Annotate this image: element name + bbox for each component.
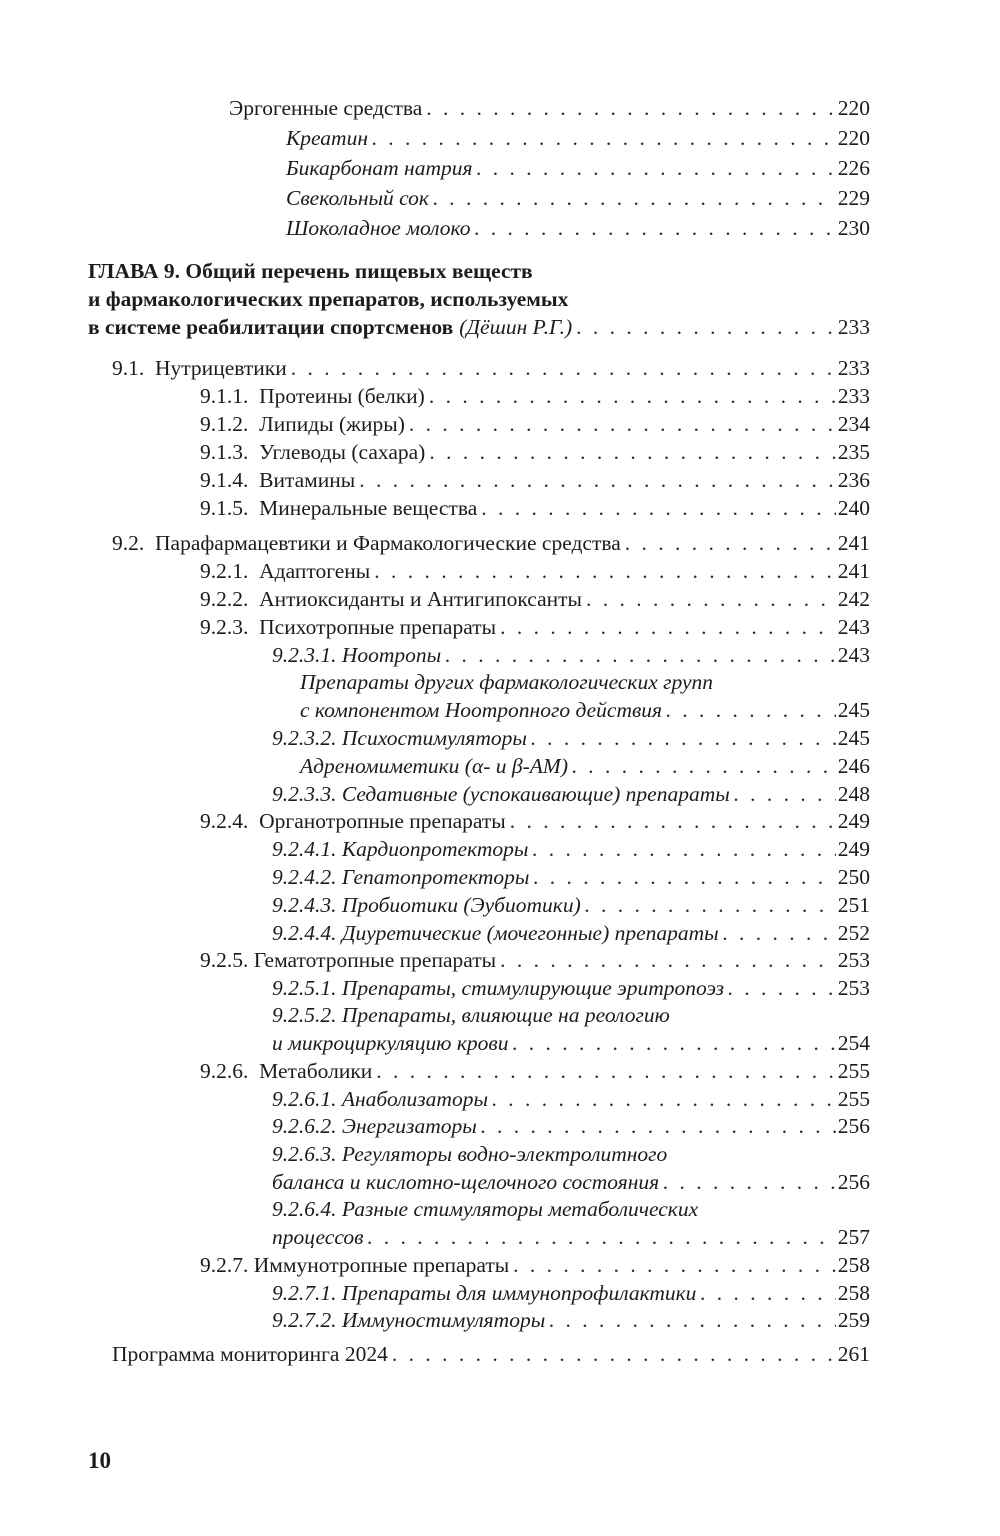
toc-entry-title: 9.2.6.3. Регуляторы водно-электролитного [272, 1142, 668, 1166]
toc-entry [286, 154, 870, 182]
toc-entry-title: 9.2.3.3. Седативные (успокаивающие) препараты [272, 782, 730, 806]
toc-entry-number: 9.2.2. [200, 587, 249, 611]
toc-entry-title: Бикарбонат натрия [286, 156, 473, 180]
toc-entry-page: 220 [837, 126, 870, 150]
toc-entry [300, 696, 870, 724]
toc-entry-title: Эргогенные средства [229, 96, 423, 120]
toc-entry [200, 557, 870, 585]
toc-entry-title: Парафармацевтики и Фармакологические средства [155, 531, 621, 555]
toc-entry-page: 253 [837, 976, 870, 1000]
toc-entry [286, 124, 870, 152]
toc-entry [272, 919, 870, 947]
toc-entry-title: 9.2.5.1. Препараты, стимулирующие эритропоэз [272, 976, 725, 1000]
toc-entry [272, 641, 870, 669]
toc-entry-page: 246 [837, 754, 870, 778]
toc-entry-title: Психотропные препараты [259, 615, 497, 639]
toc-entry-page: 258 [837, 1281, 870, 1305]
toc-entry-title: баланса и кислотно-щелочного состояния [272, 1170, 660, 1194]
toc-entry [272, 1029, 870, 1057]
toc-entry [200, 807, 870, 835]
toc-entry-page: 241 [837, 531, 870, 555]
toc-entry [272, 724, 870, 752]
toc-entry [286, 184, 870, 212]
toc-entry-title: Адаптогены [259, 559, 371, 583]
toc-entry-page: 234 [837, 412, 870, 436]
toc-entry-title: 9.2.4.1. Кардиопротекторы [272, 837, 529, 861]
toc-entry-number: 9.1.5. [200, 496, 249, 520]
toc-entry-title: Нутрицевтики [155, 356, 287, 380]
chapter-heading-line: и фармакологических препаратов, используемых [88, 287, 569, 311]
toc-entry-title: Препараты других фармакологических групп [300, 670, 714, 694]
toc-entry [200, 438, 870, 466]
toc-entry-page: 236 [837, 468, 870, 492]
toc-entry-title: 9.2.6.4. Разные стимуляторы метаболических [272, 1197, 699, 1221]
toc-entry-page: 249 [837, 809, 870, 833]
toc-entry [200, 1251, 870, 1279]
toc-entry-page: 259 [837, 1308, 870, 1332]
toc-entry [272, 1279, 870, 1307]
toc-entry [200, 494, 870, 522]
toc-entry-title: Креатин [286, 126, 368, 150]
toc-entry-title: процессов [272, 1225, 364, 1249]
toc-entry [200, 613, 870, 641]
toc-entry [272, 863, 870, 891]
toc-entry [272, 1085, 870, 1113]
toc-entry-page: 261 [837, 1342, 870, 1366]
toc-entry [200, 946, 870, 974]
toc-entry-page: 233 [837, 315, 870, 339]
toc-entry-title: Минеральные вещества [259, 496, 478, 520]
toc-entry-page: 226 [837, 156, 870, 180]
toc-entry-title: Органотропные препараты [259, 809, 506, 833]
toc-entry-title: Протеины (белки) [259, 384, 425, 408]
toc-entry-title: Антиоксиданты и Антигипоксанты [259, 587, 582, 611]
toc-entry-number: 9.2. [112, 531, 145, 555]
toc-entry-page: 241 [837, 559, 870, 583]
toc-entry-page: 233 [837, 356, 870, 380]
toc-entry-page: 235 [837, 440, 870, 464]
toc-entry-page: 250 [837, 865, 870, 889]
toc-entry-title: Свекольный сок [286, 186, 429, 210]
toc-entry [272, 1112, 870, 1140]
toc-entry-page: 251 [837, 893, 870, 917]
toc-entry-title: Программа мониторинга 2024 [112, 1342, 388, 1366]
toc-entry-page: 242 [837, 587, 870, 611]
toc-entry-title: 9.2.4.4. Диуретические (мочегонные) препараты [272, 921, 719, 945]
toc-entry-title: 9.2.3.2. Психостимуляторы [272, 726, 527, 750]
toc-entry [112, 1340, 870, 1368]
toc-entry-page: 248 [837, 782, 870, 806]
toc-entry-page: 233 [837, 384, 870, 408]
toc-entry-title: Липиды (жиры) [259, 412, 405, 436]
toc-entry [272, 974, 870, 1002]
toc-entry-page: 220 [837, 96, 870, 120]
toc-entry-page: 245 [837, 698, 870, 722]
toc-entry [200, 1057, 870, 1085]
toc-entry [272, 1168, 870, 1196]
toc-entry-number: 9.2.4. [200, 809, 249, 833]
toc-entry-title: Витамины [259, 468, 356, 492]
chapter-heading-line: в системе реабилитации спортсменов [88, 315, 454, 339]
toc-entry-title: 9.2.7. Иммунотропные препараты [200, 1253, 510, 1277]
toc-entry [229, 94, 870, 122]
toc-entry [200, 382, 870, 410]
toc-entry-page: 252 [837, 921, 870, 945]
toc-entry-number: 9.2.1. [200, 559, 249, 583]
toc-entry-title: 9.2.7.1. Препараты для иммунопрофилактики [272, 1281, 697, 1305]
toc-entry [272, 780, 870, 808]
toc-entry-number: 9.1. [112, 356, 145, 380]
toc-entry-number: 9.2.6. [200, 1059, 249, 1083]
toc-entry-page: 258 [837, 1253, 870, 1277]
toc-entry-title: и микроциркуляцию крови [272, 1031, 509, 1055]
toc-entry [272, 1223, 870, 1251]
toc-entry-page: 243 [837, 615, 870, 639]
toc-entry-page: 229 [837, 186, 870, 210]
toc-entry [200, 466, 870, 494]
toc-entry-title: Углеводы (сахара) [259, 440, 426, 464]
chapter-heading-entry [88, 313, 870, 341]
toc-entry [300, 752, 870, 780]
toc-entry-title: Метаболики [259, 1059, 373, 1083]
toc-entry-page: 249 [837, 837, 870, 861]
toc-entry-number: 9.1.4. [200, 468, 249, 492]
toc-entry-title: 9.2.6.2. Энергизаторы [272, 1114, 477, 1138]
toc-entry-page: 254 [837, 1031, 870, 1055]
toc-entry-title: 9.2.6.1. Анаболизаторы [272, 1087, 489, 1111]
toc-entry-title: 9.2.3.1. Ноотропы [272, 643, 442, 667]
toc-entry-page: 230 [837, 216, 870, 240]
toc-entry-page: 255 [837, 1087, 870, 1111]
toc-entry-title: с компонентом Ноотропного действия [300, 698, 663, 722]
toc-entry [272, 835, 870, 863]
toc-entry [272, 891, 870, 919]
toc-entry [112, 354, 870, 382]
toc-entry-page: 253 [837, 948, 870, 972]
toc-entry-number: 9.1.2. [200, 412, 249, 436]
toc-entry [286, 214, 870, 242]
chapter-heading-line: ГЛАВА 9. Общий перечень пищевых веществ [88, 259, 533, 283]
toc-entry-title: Шоколадное молоко [286, 216, 471, 240]
toc-entry-title: Адреномиметики (α- и β-АМ) [300, 754, 568, 778]
toc-entry-title: 9.2.5.2. Препараты, влияющие на реологию [272, 1003, 670, 1027]
chapter-author: (Дёшин Р.Г.) [459, 315, 573, 339]
toc-entry [200, 585, 870, 613]
toc-entry-page: 257 [837, 1225, 870, 1249]
toc-entry-page: 255 [837, 1059, 870, 1083]
toc-entry [112, 529, 870, 557]
toc-entry [272, 1306, 870, 1334]
toc-entry-title: 9.2.4.3. Пробиотики (Эубиотики) [272, 893, 581, 917]
toc-entry-page: 243 [837, 643, 870, 667]
page-number: 10 [88, 1448, 111, 1473]
toc-entry-page: 245 [837, 726, 870, 750]
toc-entry-page: 256 [837, 1170, 870, 1194]
toc-entry-page: 256 [837, 1114, 870, 1138]
toc-entry-title: 9.2.4.2. Гепатопротекторы [272, 865, 530, 889]
toc-entry-title: 9.2.5. Гематотропные препараты [200, 948, 497, 972]
toc-entry-title: 9.2.7.2. Иммуностимуляторы [272, 1308, 546, 1332]
toc-entry-number: 9.1.1. [200, 384, 249, 408]
toc-entry-number: 9.1.3. [200, 440, 249, 464]
toc-entry [200, 410, 870, 438]
toc-entry-number: 9.2.3. [200, 615, 249, 639]
toc-entry-page: 240 [837, 496, 870, 520]
